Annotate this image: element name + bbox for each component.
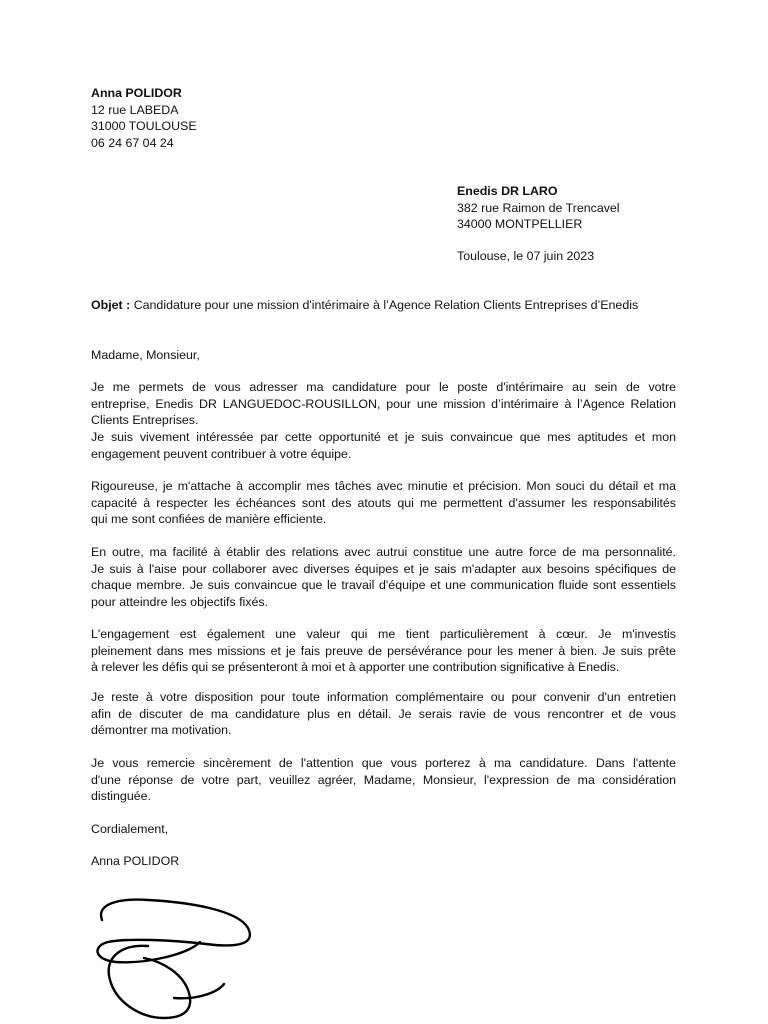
- paragraph-interest: [91, 429, 676, 462]
- sender-street: 12 rue LABEDA: [91, 102, 179, 117]
- paragraph-line: En outre, ma facilité à établir des relations avec autrui constitue une autre force de ma personnalité.: [91, 545, 676, 559]
- paragraph-line: d'une réponse de votre part, veuillez agréer, Madame, Monsieur, l'expression de ma considération: [91, 772, 676, 787]
- paragraph-line: L'engagement est également une valeur qui me tient particulièrement à cœur. Je m'investis: [91, 627, 676, 641]
- paragraph-line: pour atteindre les objectifs fixés.: [91, 594, 269, 609]
- subject-label: Objet :: [91, 298, 131, 312]
- recipient-name: Enedis DR LARO: [457, 184, 558, 198]
- signature-stroke-lower: [109, 946, 191, 1018]
- sender-name: Anna POLIDOR: [91, 86, 182, 100]
- paragraph-line: Je vous remercie sincèrement de l'attention que vous porterez à ma candidature. Dans l'attente: [91, 756, 676, 770]
- paragraph-line: Clients Entreprises.: [91, 413, 199, 428]
- paragraph-line: distinguée.: [91, 789, 151, 804]
- signature-stroke-upper: [98, 900, 250, 963]
- paragraph-line: Je reste à votre disposition pour toute information complémentaire ou pour convenir d'un entretien: [91, 690, 676, 704]
- place-date: Toulouse, le 07 juin 2023: [457, 249, 595, 263]
- paragraph-line: entreprise, Enedis DR LANGUEDOC-ROUSILLON, pour une mission d’intérimaire à l’Agence Relation: [91, 396, 676, 411]
- signature-stroke-tail: [174, 984, 224, 998]
- paragraph-rigor: [91, 478, 676, 528]
- recipient-street: 382 rue Raimon de Trencavel: [457, 200, 620, 215]
- paragraph-line: afin de discuter de ma candidature plus en détail. Je serais ravie de vous rencontrer et de vous: [91, 706, 676, 721]
- paragraph-line: Rigoureuse, je m'attache à accomplir mes tâches avec minutie et précision. Mon souci du détail et ma: [91, 479, 676, 493]
- paragraph-thanks: [91, 755, 676, 805]
- sender-phone: 06 24 67 04 24: [91, 135, 174, 150]
- sender-address: [91, 85, 197, 151]
- paragraph-availability: [91, 689, 676, 739]
- signer-name: Anna POLIDOR: [91, 854, 180, 868]
- recipient-city: 34000 MONTPELLIER: [457, 217, 583, 232]
- paragraph-line: qui me sont confiées de manière efficiente.: [91, 512, 327, 527]
- recipient-address: [457, 183, 620, 233]
- paragraph-line: engagement peuvent contribuer à votre équipe.: [91, 446, 352, 461]
- paragraph-intro: [91, 379, 676, 429]
- closing: Cordialement,: [91, 822, 169, 836]
- salutation: Madame, Monsieur,: [91, 348, 200, 362]
- paragraph-line: Je me permets de vous adresser ma candidature pour le poste d'intérimaire au sein de votre: [91, 380, 676, 394]
- subject-text: Candidature pour une mission d'intérimaire à l’Agence Relation Clients Entreprises d’Enedis: [133, 298, 639, 312]
- paragraph-line: capacité à respecter les échéances sont des atouts qui me permettent d'assumer les responsabilités: [91, 495, 676, 510]
- paragraph-relations: [91, 544, 676, 610]
- handwritten-signature: [88, 888, 268, 1024]
- paragraph-line: Je suis à l'aise pour collaborer avec diverses équipes et je sais m'adapter aux besoins spécifiques de: [91, 561, 676, 576]
- paragraph-line: à relever les défis qui se présenteront à moi et à apporter une contribution significative à Enedis.: [91, 660, 620, 675]
- paragraph-engagement: [91, 626, 676, 676]
- subject-line: [91, 297, 691, 314]
- paragraph-line: démontrer ma motivation.: [91, 723, 232, 738]
- paragraph-line: pleinement dans mes missions et je fais preuve de persévérance pour les mener à bien. Je suis prête: [91, 643, 676, 658]
- sender-city: 31000 TOULOUSE: [91, 119, 197, 134]
- paragraph-line: chaque membre. Je suis convaincue que le travail d'équipe et une communication fluide sont essentiels: [91, 578, 676, 593]
- paragraph-line: Je suis vivement intéressée par cette opportunité et je suis convaincue que mes aptitudes et mon: [91, 430, 676, 444]
